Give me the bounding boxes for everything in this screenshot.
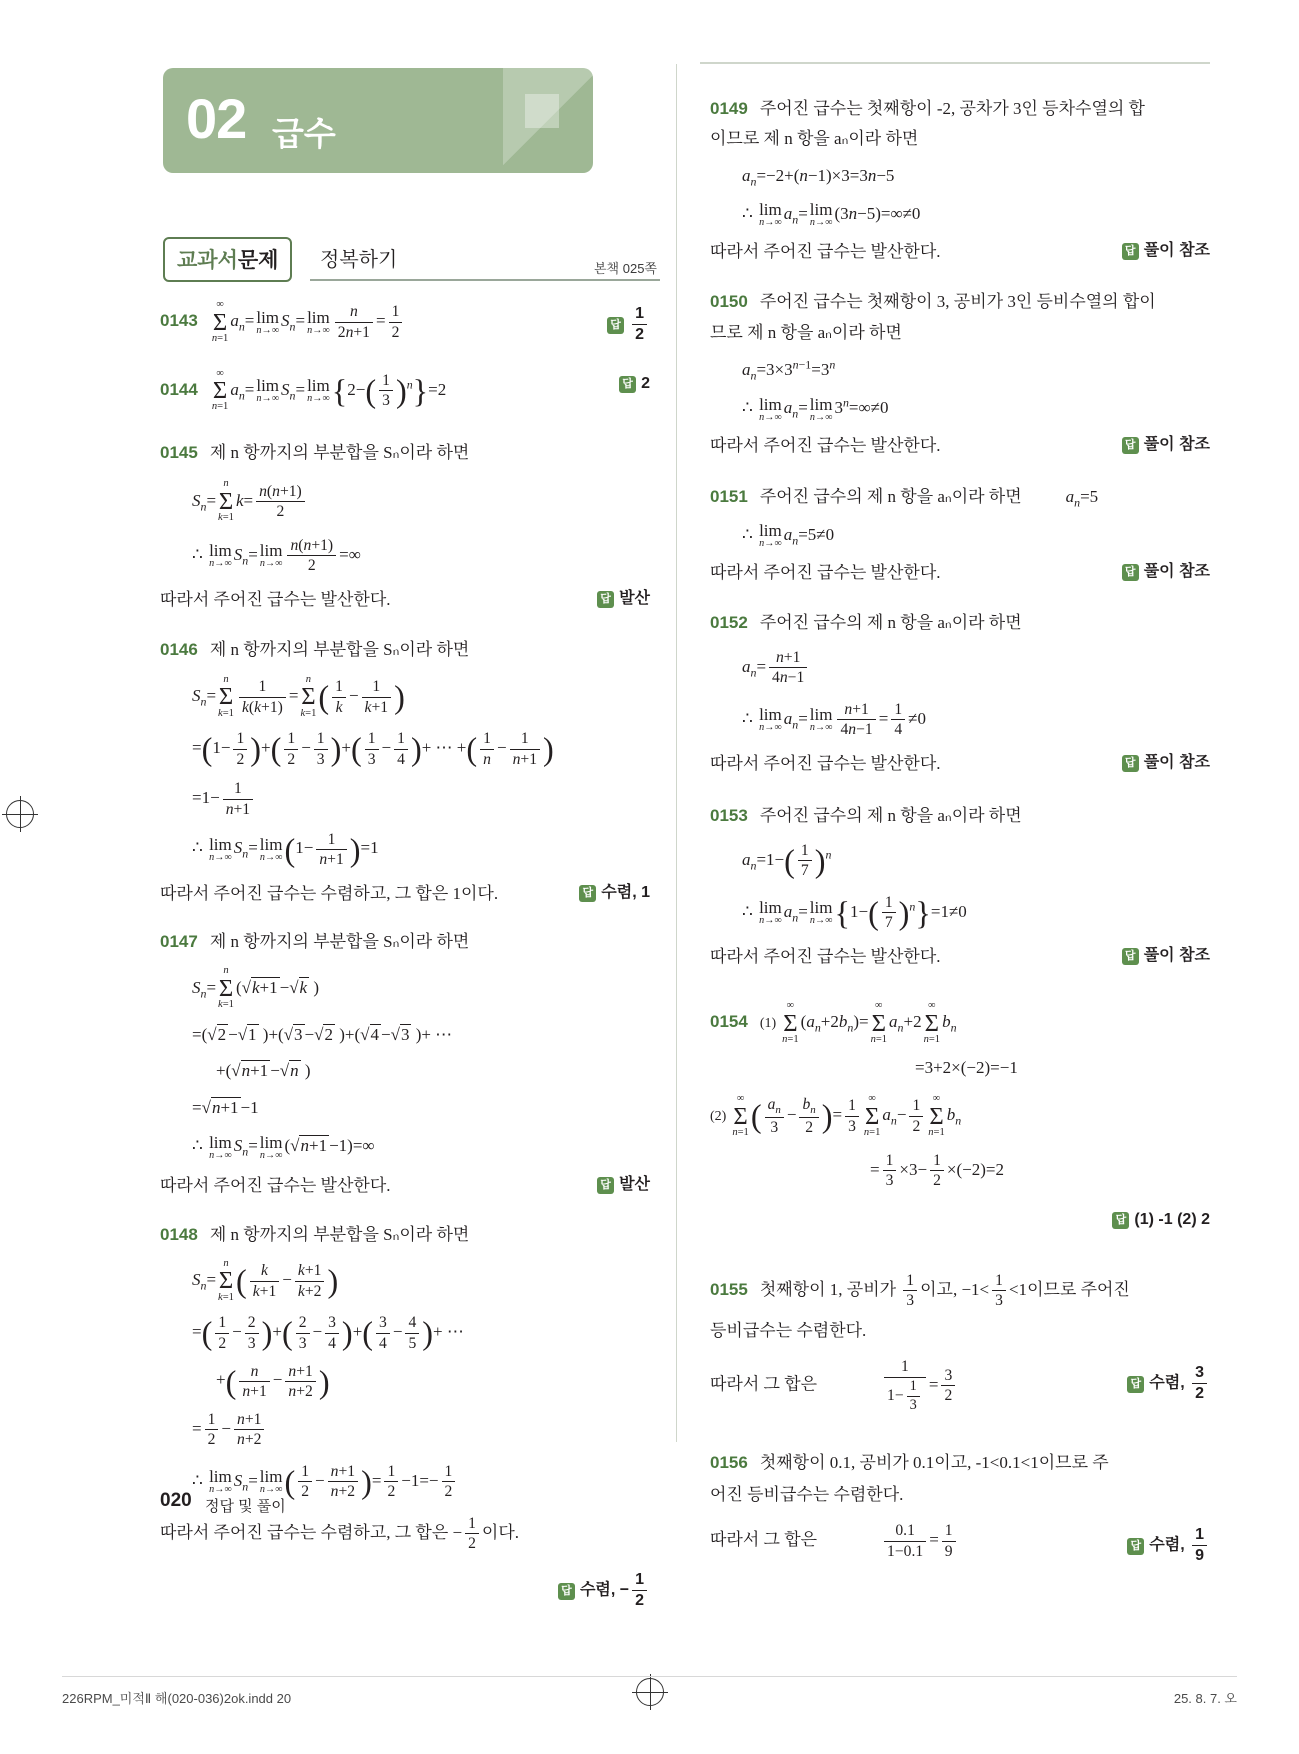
solution-0156 bbox=[710, 1449, 1210, 1565]
solution-0148 bbox=[160, 1221, 650, 1609]
solution-conclusion: 따라서 그 합은 bbox=[710, 1530, 818, 1550]
solution-conclusion: 따라서 주어진 급수는 발산한다. bbox=[710, 946, 941, 966]
solution-conclusion-b: 이다. bbox=[481, 1522, 520, 1542]
section-underline bbox=[310, 279, 660, 281]
solution-lead-b: 므로 제 n 항을 aₙ이라 하면 bbox=[710, 322, 902, 342]
answer-text: 발산 bbox=[619, 1176, 650, 1194]
solution-lead: 주어진 급수의 제 n 항을 aₙ이라 하면 bbox=[759, 486, 1022, 506]
math-expression: $a_n=1-$( $\frac{1}{7}$ )$^n$ bbox=[742, 841, 832, 880]
solution-0153 bbox=[710, 802, 1210, 971]
registration-mark-left bbox=[6, 800, 34, 828]
math-expression: $a_n=3\times 3^{n-1}=3^n$ bbox=[742, 357, 836, 383]
solution-lead: 제 n 항까지의 부분합을 Sₙ이라 하면 bbox=[209, 1224, 470, 1244]
solution-lead: 제 n 항까지의 부분합을 Sₙ이라 하면 bbox=[209, 932, 470, 951]
math-expression: $a_n=$ $\frac{n+1}{4n-1}$ bbox=[742, 657, 810, 676]
answer-icon: 답 bbox=[1122, 755, 1139, 772]
problem-number: 0152 bbox=[710, 613, 748, 633]
solution-lead-b: , 공차가 3인 등차수열의 합 bbox=[950, 99, 1145, 118]
math-expression: =3+2×(−2)=−1 bbox=[915, 1057, 1018, 1077]
answer-icon: 답 bbox=[1122, 564, 1139, 581]
math-expression: =(√2 −√1 )+(√3 −√2 )+(√4 −√3 )+ ⋯ bbox=[192, 1024, 453, 1044]
answer-text: 수렴, 1 bbox=[601, 883, 650, 901]
problem-number: 0146 bbox=[160, 640, 198, 660]
answer-icon: 답 bbox=[619, 376, 636, 393]
math-expression: +(√n+1 −√n ) bbox=[216, 1061, 311, 1081]
solution-conclusion: 따라서 주어진 급수는 수렴하고, 그 합은 1이다. bbox=[160, 883, 499, 903]
answer-icon: 답 bbox=[597, 591, 614, 608]
answer-badge-0147 bbox=[597, 1172, 650, 1198]
math-expression: $\frac{1}{3}$ bbox=[900, 1280, 920, 1299]
math-expression: − $\frac{1}{2}$ bbox=[453, 1523, 482, 1542]
math-expression: $S_n=$ n Σ k=1 ( $\frac{k}{k+1}$ − $\frac{k+1}{k+2}$ ) bbox=[192, 1257, 339, 1303]
solution-0145 bbox=[160, 439, 650, 614]
answer-badge-0153 bbox=[1122, 943, 1210, 969]
answer-badge-0148: 답 수렴, − $\frac{1}{2}$ bbox=[558, 1570, 650, 1611]
sub-label-1: (1) bbox=[759, 1016, 777, 1032]
solution-conclusion: 따라서 주어진 급수는 발산한다. bbox=[160, 590, 391, 610]
solution-conclusion: 따라서 주어진 급수는 발산한다. bbox=[160, 1176, 391, 1196]
math-expression: ∴ lim n→∞ $a_n=$ lim n→∞ (3n−5)=∞≠0 bbox=[742, 200, 921, 229]
answer-icon: 답 bbox=[1112, 1212, 1129, 1229]
answer-badge-0144 bbox=[619, 375, 650, 393]
answer-text: 풀이 참조 bbox=[1143, 241, 1210, 259]
registration-mark-bottom bbox=[636, 1678, 664, 1706]
solution-conclusion: 따라서 주어진 급수는 발산한다. bbox=[710, 562, 941, 582]
math-expression: +( $\frac{n}{n+1}$ − $\frac{n+1}{n+2}$ ) bbox=[216, 1362, 330, 1401]
solution-lead-b: 이고, bbox=[920, 1279, 962, 1299]
solution-conclusion: 따라서 주어진 급수는 발산한다. bbox=[710, 753, 941, 773]
footer-filename: 226RPM_미적Ⅱ 해(020-036)2ok.indd 20 bbox=[62, 1691, 292, 1706]
answer-badge-0149 bbox=[1122, 238, 1210, 264]
math-expression: ∞ Σ n=1 $a_n=$ lim n→∞ $S_n=$ lim n→∞ $\frac{n}{2n+1}$ = $\frac{1}{2}$ bbox=[210, 311, 406, 330]
math-expression: ∞ Σ n=1 $(a_n+2b_n)=$ ∞ Σ n=1 $a_n+2$ ∞ Σ n=1 $b_n$ bbox=[782, 1000, 957, 1046]
solution-lead: 주어진 급수의 제 n 항을 aₙ이라 하면 bbox=[759, 613, 1022, 633]
solution-0155 bbox=[710, 1271, 1210, 1415]
solution-0146 bbox=[160, 636, 650, 908]
answer-badge-0156: 답 수렴, $\frac{1}{9}$ bbox=[1127, 1525, 1210, 1566]
math-expression: =( $\frac{1}{2}$ − $\frac{2}{3}$ )+( $\frac{2}{3}$ − $\frac{3}{4}$ )+( $\frac{3}{4}$ − $\frac{4}{5}$ )+ ⋯ bbox=[192, 1314, 464, 1352]
footer-timestamp: 25. 8. 7. 오 bbox=[1173, 1691, 1237, 1706]
math-expression: ∴ lim n→∞ $a_n=$ lim n→∞ $\frac{n+1}{4n-1}$ = $\frac{1}{4}$ ≠0 bbox=[742, 700, 926, 739]
problem-number: 0144 bbox=[160, 379, 198, 399]
column-divider bbox=[676, 64, 677, 1442]
problem-number: 0147 bbox=[160, 932, 198, 951]
answer-icon: 답 bbox=[1122, 437, 1139, 454]
banner-square-decor bbox=[525, 94, 559, 128]
solution-lead: 제 n 항까지의 부분합을 Sₙ이라 하면 bbox=[209, 640, 470, 660]
solution-conclusion-a: 따라서 주어진 급수는 수렴하고, 그 합은 bbox=[160, 1522, 453, 1542]
math-expression: = $\frac{1}{3}$ ×3− $\frac{1}{2}$ ×(−2)=2 bbox=[870, 1151, 1004, 1190]
answer-text: 풀이 참조 bbox=[1143, 436, 1210, 454]
math-expression: ∴ lim n→∞ $S_n=$ lim n→∞ (√n+1 −1)=∞ bbox=[192, 1132, 375, 1161]
math-expression: $S_n=$ n Σ k=1 (√k+1 −√k ) bbox=[192, 965, 320, 1011]
solution-0151 bbox=[710, 483, 1210, 587]
solution-lead-c: 이므로 주 bbox=[1038, 1452, 1109, 1472]
math-expression: $\frac{0.1}{1-0.1}$ = $\frac{1}{9}$ bbox=[881, 1530, 959, 1549]
solution-conclusion: 따라서 주어진 급수는 발산한다. bbox=[710, 436, 941, 456]
section-subtitle: 정복하기 bbox=[320, 249, 398, 271]
problem-number: 0148 bbox=[160, 1224, 198, 1244]
solution-lead-a: 첫째항이 1, 공비가 bbox=[759, 1279, 901, 1299]
chapter-number: 02 bbox=[186, 87, 247, 150]
math-expression: ∴ lim n→∞ $a_n=$ lim n→∞ {1−( $\frac{1}{7}$ )$^n$}=1≠0 bbox=[742, 893, 967, 932]
solution-lead-c: 이므로 제 n 항을 aₙ이라 하면 bbox=[710, 129, 919, 149]
solution-0143 bbox=[160, 300, 650, 345]
math-expression: =1− $\frac{1}{n+1}$ bbox=[192, 788, 256, 807]
answer-text: (1) -1 (2) 2 bbox=[1134, 1210, 1210, 1228]
answer-icon: 답 bbox=[1122, 243, 1139, 260]
section-tag bbox=[163, 237, 292, 282]
section-tag-green: 교과서 bbox=[177, 249, 238, 272]
solution-lead-d: 어진 등비급수는 수렴한다. bbox=[710, 1485, 904, 1505]
answer-icon: 답 bbox=[1122, 948, 1139, 965]
solution-lead: 제 n 항까지의 부분합을 Sₙ이라 하면 bbox=[209, 443, 470, 463]
answer-icon: 답 bbox=[1127, 1538, 1144, 1555]
math-expression: =(1− $\frac{1}{2}$ )+( $\frac{1}{2}$ − $\frac{1}{3}$ )+( $\frac{1}{3}$ − $\frac{1}{4}$ )+ ⋯ +( $\frac{1}{n}$ − $\frac{1}{n+1}$ ) bbox=[192, 730, 554, 768]
section-book-page: 본책 025쪽 bbox=[594, 261, 657, 276]
answer-badge-0145 bbox=[597, 586, 650, 612]
solution-lead-a: 주어진 급수는 첫째항이 bbox=[759, 99, 937, 118]
problem-number: 0143 bbox=[160, 311, 198, 331]
solution-conclusion: 따라서 주어진 급수는 발산한다. bbox=[710, 241, 941, 261]
page-label: 정답 및 풀이 bbox=[205, 1498, 286, 1515]
solution-0147 bbox=[160, 928, 650, 1201]
math-expression: = $\frac{1}{2}$ − $\frac{n+1}{n+2}$ bbox=[192, 1419, 267, 1438]
solution-0150 bbox=[710, 288, 1210, 461]
answer-text: 발산 bbox=[619, 590, 650, 608]
answer-text: 풀이 참조 bbox=[1143, 946, 1210, 964]
math-expression: ∴ lim n→∞ $S_n=$ lim n→∞ (1− $\frac{1}{n+1}$ )=1 bbox=[192, 830, 379, 869]
answer-text: 풀이 참조 bbox=[1143, 562, 1210, 580]
math-expression: ∴ lim n→∞ $a_n=5\ne 0$ bbox=[742, 521, 835, 550]
math-expression: ∴ lim n→∞ $a_n=$ lim n→∞ $3^n=\infty\ne 0$ bbox=[742, 394, 889, 423]
solution-lead-a: 첫째항이 0.1, 공비가 0.1이고, bbox=[759, 1452, 976, 1472]
problem-number: 0151 bbox=[710, 486, 748, 506]
sub-label-2: (2) bbox=[710, 1109, 727, 1125]
solution-0149 bbox=[710, 95, 1210, 266]
problem-number: 0150 bbox=[710, 292, 748, 312]
problem-number: 0154 bbox=[710, 1012, 748, 1032]
answer-icon: 답 bbox=[579, 885, 596, 902]
answer-text: 2 bbox=[641, 374, 650, 392]
answer-badge-0146 bbox=[579, 880, 650, 906]
solution-0154 bbox=[710, 1001, 1210, 1235]
solution-conclusion: 따라서 그 합은 bbox=[710, 1374, 818, 1394]
math-expression: $a_n=5$ bbox=[1065, 486, 1099, 510]
chapter-title: 급수 bbox=[272, 115, 336, 152]
section-tag-dark: 문제 bbox=[237, 249, 279, 272]
solution-0144 bbox=[160, 369, 650, 414]
answer-badge-0143: 답 $\frac{1}{2}$ bbox=[607, 304, 650, 345]
math-expression: -1<0.1<1 bbox=[975, 1452, 1039, 1472]
math-expression: ∞ Σ n=1 $a_n=$ lim n→∞ $S_n=$ lim n→∞ {2−( $\frac{1}{3}$ )$^n$}=2 bbox=[211, 367, 447, 413]
footer-rule bbox=[62, 1676, 1237, 1677]
solution-lead: 주어진 급수의 제 n 항을 aₙ이라 하면 bbox=[759, 806, 1022, 826]
solution-0152 bbox=[710, 609, 1210, 778]
solution-lead-d: 등비급수는 수렴한다. bbox=[710, 1320, 867, 1340]
math-expression: ∴ lim n→∞ $S_n=$ lim n→∞ $\frac{n(n+1)}{2}$ =∞ bbox=[192, 536, 361, 575]
answer-icon: 답 bbox=[597, 1177, 614, 1194]
math-expression: 1 1− $\frac{1}{3}$ = $\frac{3}{2}$ bbox=[881, 1375, 958, 1394]
math-expression: $S_n=$ n Σ k=1 k= $\frac{n(n+1)}{2}$ bbox=[192, 491, 308, 510]
answer-badge-0155: 답 수렴, $\frac{3}{2}$ bbox=[1127, 1363, 1210, 1404]
left-column bbox=[160, 300, 650, 1622]
answer-badge-0154 bbox=[1112, 1207, 1210, 1233]
page-number: 020 bbox=[160, 1490, 192, 1511]
answer-badge-0151 bbox=[1122, 559, 1210, 585]
problem-number: 0155 bbox=[710, 1279, 748, 1299]
math-expression: $a_n=-2+(n-1)\times 3=3n-5$ bbox=[742, 165, 895, 189]
math-expression: $S_n=$ n Σ k=1 $\frac{1}{k(k+1)}$ = n Σ k=1 ( $\frac{1}{k}$ − $\frac{1}{k+1}$ ) bbox=[192, 673, 405, 719]
solution-lead-c: 이므로 주어진 bbox=[1027, 1279, 1130, 1299]
top-rule bbox=[700, 62, 1210, 64]
problem-number: 0145 bbox=[160, 443, 198, 463]
math-value: -2 bbox=[936, 99, 951, 118]
answer-icon: 답 bbox=[1127, 1376, 1144, 1393]
right-column bbox=[710, 95, 1210, 1578]
answer-icon: 답 bbox=[607, 317, 624, 334]
math-expression: ∞ Σ n=1 ( $\frac{a_n}{3}$ − $\frac{b_n}{2}$ )= $\frac{1}{3}$ ∞ Σ n=1 $a_n-$ $\frac{1}{2}$ ∞ Σ n=1 $b_n$ bbox=[732, 1093, 962, 1139]
math-expression: ∴ lim n→∞ $S_n=$ lim n→∞ ( $\frac{1}{2}$ − $\frac{n+1}{n+2}$ )= $\frac{1}{2}$ −1=− $\frac{1}{2}$ bbox=[192, 1471, 458, 1490]
problem-number: 0153 bbox=[710, 806, 748, 826]
math-expression: −1< $\frac{1}{3}$ <1 bbox=[961, 1271, 1028, 1310]
solution-lead-a: 주어진 급수는 첫째항이 3, 공비가 3인 등비수열의 합이 bbox=[759, 292, 1156, 312]
problem-number: 0156 bbox=[710, 1452, 748, 1472]
answer-badge-0152 bbox=[1122, 750, 1210, 776]
math-expression: =√n+1 −1 bbox=[192, 1097, 259, 1117]
answer-badge-0150 bbox=[1122, 432, 1210, 458]
answer-text: 풀이 참조 bbox=[1143, 753, 1210, 771]
problem-number: 0149 bbox=[710, 99, 748, 118]
answer-icon: 답 bbox=[558, 1583, 575, 1600]
